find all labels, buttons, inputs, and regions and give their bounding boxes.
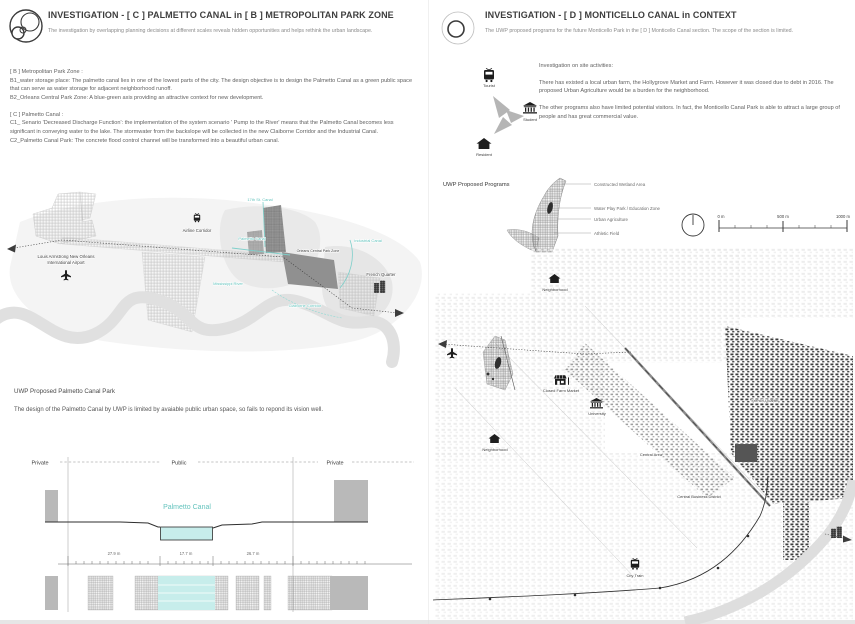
planning-notes [10,68,420,145]
program-item-0: Constructed Wetland Area [594,182,646,187]
canal-water [161,527,213,540]
site-notes-p1: There has existed a local urban farm, the Hollygrove Market and Farm. However it was closed due to debt in 2016. The proposed Urban Agriculture would be a burden for the neighborhood. [539,79,834,95]
panel-title: INVESTIGATION - [ D ] MONTICELLO CANAL in CONTEXT [485,10,737,20]
university-label: University [588,411,606,416]
actors-diagram [453,64,548,172]
neighborhood-top-label: Neighborhood [542,287,568,292]
program-item-1: Water Play Park / Education Zone [594,206,660,211]
plan-strip [45,576,368,610]
panel-subtitle: The UWP proposed programs for the future Monticello Park in the [ D ] Monticello Canal section. The scope of the section is limited. [485,28,794,34]
proposal-heading: UWP Proposed Palmetto Canal Park [14,388,115,395]
programs-legend [441,176,703,254]
actor-tourist-label: Tourist [483,83,495,88]
actor-resident-label: Resident [476,152,492,157]
scale-ticks [719,220,847,232]
monticello-context-map [435,248,853,620]
program-item-3: Athletic Field [594,231,620,236]
scale-0: 0 m [717,214,725,219]
palmetto-canal-label: Palmetto Canal [238,236,266,241]
zone-public: Public [171,460,187,467]
airline-corridor-label: Airline Corridor [182,228,212,233]
central-area-label: Central Area [639,452,663,457]
dim-left: 27.9 m [107,551,121,556]
airport-label-2: International Airport [47,260,85,265]
french-quarter-label: French Quarter [366,272,396,277]
neighborhood-left-label: Neighborhood [482,447,508,452]
claiborne-label: Claiborne Corridor [288,303,322,308]
scale-1000: 1000 m [836,214,850,219]
compass-icon [682,214,704,236]
dim-center: 17.7 m [179,551,193,556]
board-monticello-canal [428,0,855,624]
museum-icon [523,102,537,114]
panel-title: INVESTIGATION - [ C ] PALMETTO CANAL in [ B ] METROPOLITAN PARK ZONE [48,10,394,20]
section-building-left [45,490,58,522]
logo-bubbles-icon [5,6,47,46]
airport-label-1: Louis Armstrong New Orleans [37,254,95,259]
section-canal-label: Palmetto Canal [163,504,211,511]
panel-subtitle: The investigation by overlapping planning decisions at different scales reveals hidden opportunities and helps rethink the urban landscape. [48,28,373,34]
zone-private-right: Private [326,460,344,467]
house-icon [477,138,492,149]
proposal-body: The design of the Palmetto Canal by UWP is limited by avaiable public urban space, so fails to repond its vision well. [14,407,324,413]
site-notes-heading: Investigation on site activities: [539,63,613,69]
dim-right: 26.7 m [246,551,260,556]
note-c-heading: [ C ] Palmetto Canal : [10,111,64,118]
site-notes [539,62,844,121]
converging-arrows [493,96,524,134]
page-bottom-shadow [0,620,855,624]
industrial-canal-label: Industrial Canal [354,238,382,243]
programs-heading: UWP Proposed Programs [443,182,510,188]
board-palmetto-canal [0,0,427,624]
axis-arrow-left-icon [7,245,16,253]
note-c2: C2_Palmetto Canal Park: The concrete flood control channel will be transformed into a beautiful urban canal. [10,137,280,144]
scale-bar [679,206,855,246]
mississippi-label: Mississippi River [213,281,243,286]
tram-icon [484,68,494,82]
canal-17th-label: 17th St. Canal [247,197,273,202]
note-b1: B1_water storage place: The palmetto canal lies in one of the lowest parts of the city. The design objective is to design the Palmetto Canal as a green public space that can serve as water storage for adjacent neighborhood runoff. [10,77,413,93]
note-c1: C1_ Senario 'Decreased Discharge Function': the implementation of the system scenario ' Pump to the River' means that the Palmetto Canal becomes less significant in conveying water to the lake. The stormwater from the backslope will be collected in the new Claiborne Corridor and the Industrial Canal. [10,120,394,135]
section-building-right [334,480,368,522]
city-train-label: City Train [626,573,644,578]
palmetto-context-map [0,192,427,380]
logo-ring-icon [437,8,479,48]
orleans-park-label: Orleans Central Park Zone [296,249,340,253]
closed-farm-market-label: Closed Farm Market [542,388,580,393]
airport-zone [33,192,96,244]
canal-section-diagram [0,452,427,620]
note-b-heading: [ B ] Metropolitan Park Zone : [10,69,83,75]
program-item-2: Urban Agriculture [594,217,628,222]
urban-fabric [435,248,853,620]
dimension-ruler [58,551,412,566]
cbd-label: Central Business District [677,494,721,499]
french-quarter-label: French Quarter [751,398,779,403]
zone-private-left: Private [31,460,49,467]
actor-student-label: Student [523,117,537,122]
note-b2: B2_Orleans Central Park Zone: A blue-green axis providing an attractive context for new development. [10,94,264,101]
site-notes-p2: The other programs also have limited potential visitors. In fact, the Monticello Canal Park is able to attract a large group of people and has great commercial value. [539,104,840,120]
scale-500: 500 m [777,214,789,219]
